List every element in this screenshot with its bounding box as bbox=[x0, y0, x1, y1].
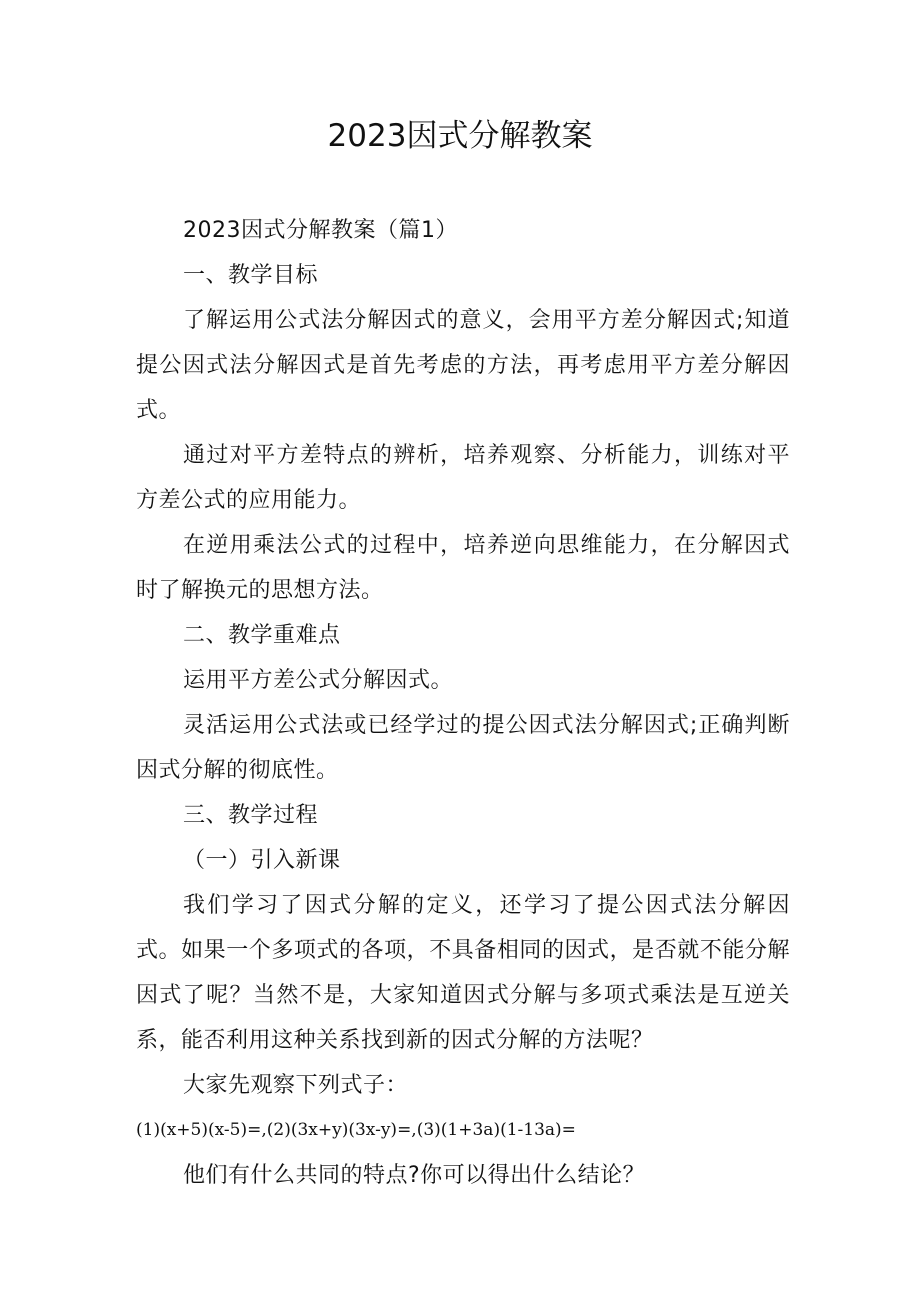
paragraph: 运用平方差公式分解因式。 bbox=[183, 668, 454, 693]
heading-teaching-process: 三、教学过程 bbox=[183, 803, 319, 828]
heading-teaching-goals: 一、教学目标 bbox=[183, 263, 319, 288]
paragraph-section-heading: 2023因式分解教案（篇1） bbox=[183, 218, 458, 243]
paragraph: 通过对平方差特点的辨析，培养观察、分析能力，训练对平方差公式的应用能力。 bbox=[136, 443, 790, 513]
paragraph: 在逆用乘法公式的过程中，培养逆向思维能力，在分解因式时了解换元的思想方法。 bbox=[136, 533, 790, 603]
paragraph: 了解运用公式法分解因式的意义，会用平方差分解因式;知道提公因式法分解因式是首先考虑的方法，再考虑用平方差分解因式。 bbox=[136, 308, 790, 423]
paragraph: 灵活运用公式法或已经学过的提公因式法分解因式;正确判断因式分解的彻底性。 bbox=[136, 713, 790, 783]
paragraph: 我们学习了因式分解的定义，还学习了提公因式法分解因式。如果一个多项式的各项，不具备相同的因式，是否就不能分解因式了呢？当然不是，大家知道因式分解与多项式乘法是互逆关系，能否利用这种关系找到新的因式分解的方法呢？ bbox=[136, 893, 790, 1053]
heading-key-points: 二、教学重难点 bbox=[183, 623, 341, 648]
subheading-intro: （一）引入新课 bbox=[183, 848, 341, 873]
formula-line: (1)(x+5)(x-5)=,(2)(3x+y)(3x-y)=,(3)(1+3a)(1-13a)= bbox=[136, 1120, 576, 1140]
paragraph: 他们有什么共同的特点?你可以得出什么结论？ bbox=[183, 1163, 646, 1188]
paragraph: 大家先观察下列式子： bbox=[183, 1073, 409, 1098]
document-title: 2023因式分解教案 bbox=[327, 118, 593, 154]
document-body bbox=[136, 208, 790, 1198]
